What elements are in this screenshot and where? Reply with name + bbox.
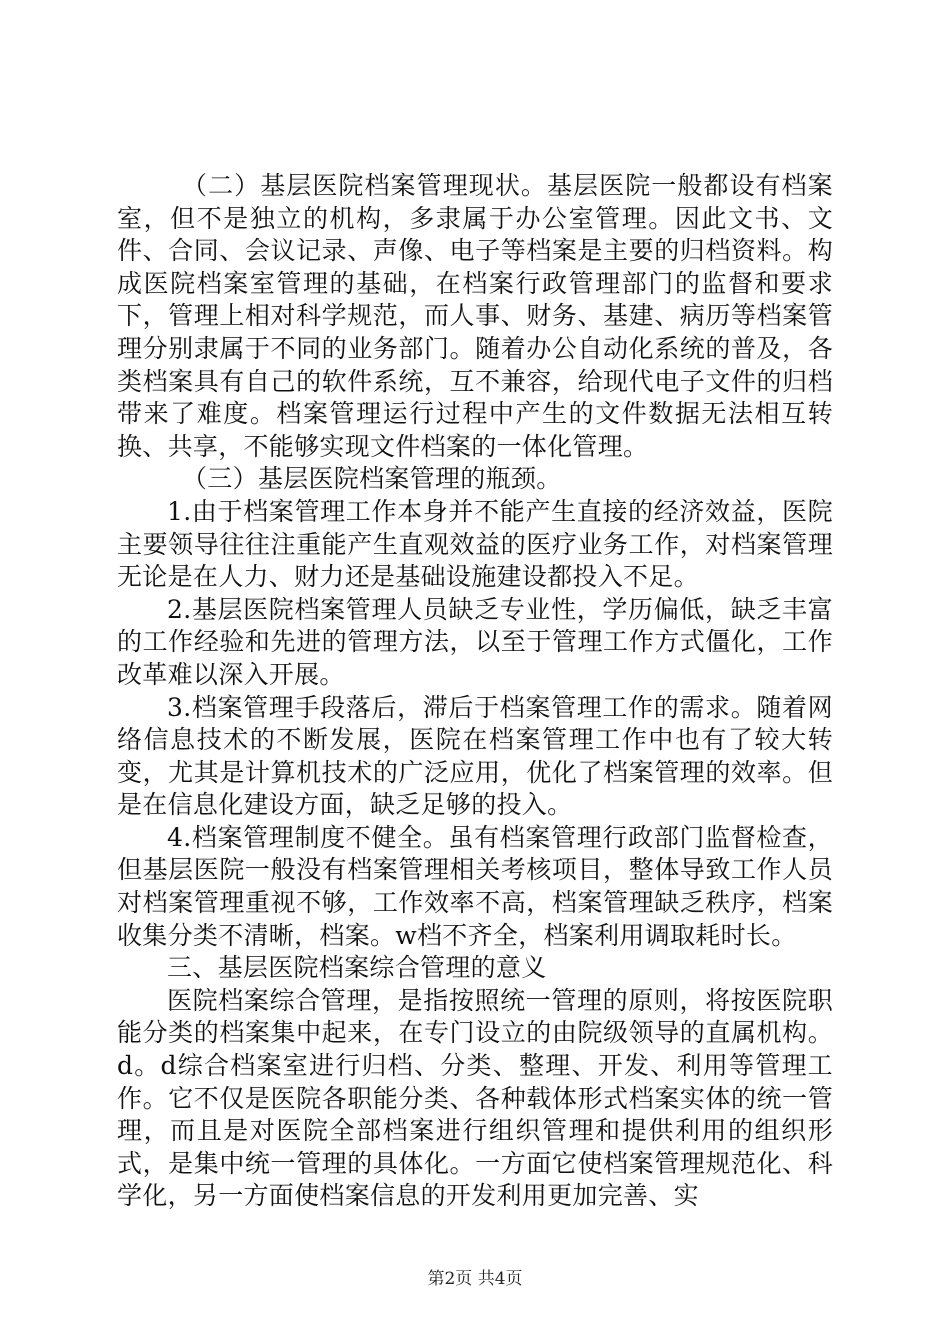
section-heading-significance: 三、基层医院档案综合管理的意义 <box>167 953 547 983</box>
paragraph-item-3: 3.档案管理手段落后，滞后于档案管理工作的需求。随着网络信息技术的不断发展，医院在档案管理工作中也有了较大转变，尤其是计算机技术的广泛应用，优化了档案管理的效率。但是在信息化建设方面，缺乏足够的投入。 <box>117 692 833 820</box>
page-footer: 第2页 共4页 <box>427 1269 523 1289</box>
paragraph-item-1: 1.由于档案管理工作本身并不能产生直接的经济效益，医院主要领导往往注重能产生直观效益的医疗业务工作，对档案管理无论是在人力、财力还是基础设施建设都投入不足。 <box>117 496 833 592</box>
paragraph-bottleneck-heading: （三）基层医院档案管理的瓶颈。 <box>182 464 562 494</box>
paragraph-current-status: （二）基层医院档案管理现状。基层医院一般都设有档案室，但不是独立的机构，多隶属于办公室管理。因此文书、文件、合同、会议记录、声像、电子等档案是主要的归档资料。构成医院档案室管理的基础，在档案行政管理部门的监督和要求下，管理上相对科学规范，而人事、财务、基建、病历等档案管理分别隶属于不同的业务部门。随着办公自动化系统的普及，各类档案具有自己的软件系统，互不兼容，给现代电子文件的归档带来了难度。档案管理运行过程中产生的文件数据无法相互转换、共享，不能够实现文件档案的一体化管理。 <box>117 171 833 461</box>
paragraph-item-2: 2.基层医院档案管理人员缺乏专业性，学历偏低，缺乏丰富的工作经验和先进的管理方法，以至于管理工作方式僵化，工作改革难以深入开展。 <box>117 594 833 689</box>
paragraph-item-4: 4.档案管理制度不健全。虽有档案管理行政部门监督检查，但基层医院一般没有档案管理相关考核项目，整体导致工作人员对档案管理重视不够，工作效率不高，档案管理缺乏秩序，档案收集分类不清晰，档案。w档不齐全，档案利用调取耗时长。 <box>117 822 833 950</box>
paragraph-significance: 医院档案综合管理，是指按照统一管理的原则，将按医院职能分类的档案集中起来，在专门设立的由院级领导的直属机构。d。d综合档案室进行归档、分类、整理、开发、利用等管理工作。它不仅是医院各职能分类、各种载体形式档案实体的统一管理，而且是对医院全部档案进行组织管理和提供利用的组织形式，是集中统一管理的具体化。一方面它使档案管理规范化、科学化，另一方面使档案信息的开发利用更加完善、实 <box>117 985 833 1211</box>
document-body <box>117 170 833 1213</box>
